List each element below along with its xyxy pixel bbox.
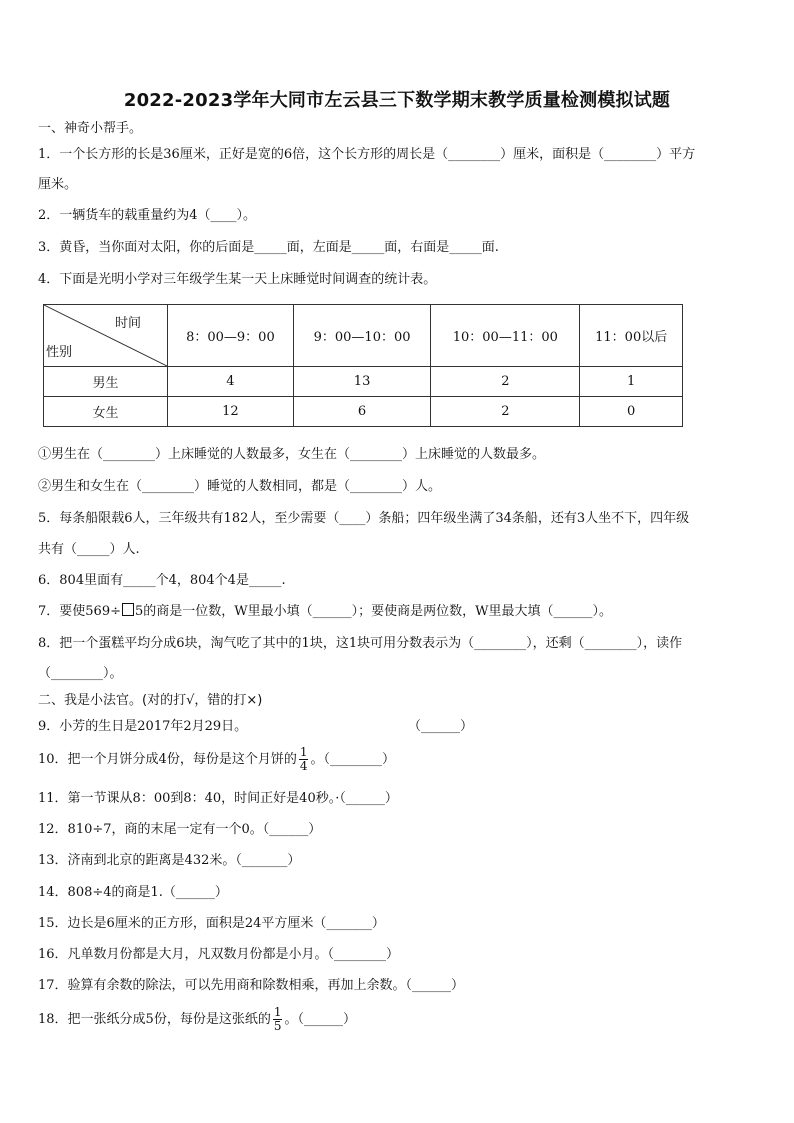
question-18-text: 18．把一张纸分成5份，每份是这张纸的 xyxy=(38,1012,271,1027)
question-6: 6．804里面有_____个4，804个4是_____. xyxy=(38,573,286,588)
question-15: 15．边长是6厘米的正方形，面积是24平方厘米（_______） xyxy=(38,916,385,931)
corner-label-time: 时间 xyxy=(114,316,141,331)
row-label: 女生 xyxy=(44,397,168,427)
question-5-line-2: 共有（_____）人. xyxy=(38,542,140,557)
table-cell: 13 xyxy=(293,367,430,397)
question-7-part-b: 5的商是一位数，W里最小填（______）；要使商是两位数，W里最大填（______）。 xyxy=(134,604,612,619)
question-18 xyxy=(38,1006,356,1034)
table-cell: 1 xyxy=(580,367,683,397)
fraction-denominator: 5 xyxy=(273,1019,282,1033)
question-4-sub-2: ②男生和女生在（________）睡觉的人数相同，都是（________）人。 xyxy=(38,479,442,494)
question-8-line-1: 8．把一个蛋糕平均分成6块，淘气吃了其中的1块，这1块可用分数表示为（________），还剩（________），读作 xyxy=(38,636,683,651)
question-1-line-2: 厘米。 xyxy=(38,177,78,192)
blank-square xyxy=(122,603,134,616)
fraction-numerator: 1 xyxy=(273,1005,282,1019)
page-title: 2022-2023学年大同市左云县三下数学期末教学质量检测模拟试题 xyxy=(123,90,671,111)
question-10-text: 10．把一个月饼分成4份，每份是这个月饼的 xyxy=(38,752,297,767)
table-header-cell: 11：00以后 xyxy=(580,305,683,367)
question-10-answer: 。（________） xyxy=(310,752,395,767)
question-13: 13．济南到北京的距离是432米。（_______） xyxy=(38,853,301,868)
fraction-one-quarter xyxy=(299,746,309,773)
question-17: 17．验算有余数的除法，可以先用商和除数相乘，再加上余数。（______） xyxy=(38,978,465,993)
question-8-line-2: （________）。 xyxy=(38,666,123,681)
table-row xyxy=(44,367,683,397)
fraction-numerator: 1 xyxy=(299,745,308,759)
bedtime-stats-table xyxy=(43,304,683,427)
table-cell: 2 xyxy=(431,367,580,397)
question-4-sub-1: ①男生在（________）上床睡觉的人数最多，女生在（________）上床睡觉的人数最多。 xyxy=(38,447,546,462)
question-7 xyxy=(38,603,612,621)
question-11: 11．第一节课从8：00到8：40，时间正好是40秒。·（______） xyxy=(38,791,398,806)
fraction-one-fifth xyxy=(273,1006,283,1033)
table-cell: 4 xyxy=(168,367,294,397)
table-row xyxy=(44,397,683,427)
corner-label-gender: 性别 xyxy=(46,345,73,360)
table-corner-cell xyxy=(44,305,168,367)
question-9: 9．小芳的生日是2017年2月29日。 xyxy=(38,719,248,734)
table-cell: 6 xyxy=(293,397,430,427)
table-header-cell: 10：00—11：00 xyxy=(431,305,580,367)
fraction-denominator: 4 xyxy=(299,759,308,773)
question-12: 12．810÷7，商的末尾一定有一个0。（______） xyxy=(38,822,322,837)
question-14: 14．808÷4的商是1.（______） xyxy=(38,885,228,900)
table-header-row xyxy=(44,305,683,367)
table-cell: 2 xyxy=(431,397,580,427)
question-4: 4．下面是光明小学对三年级学生某一天上床睡觉时间调查的统计表。 xyxy=(38,272,437,287)
table-cell: 0 xyxy=(580,397,683,427)
question-10 xyxy=(38,746,395,774)
question-18-answer: 。（______） xyxy=(284,1012,356,1027)
table-header-cell: 8：00—9：00 xyxy=(168,305,294,367)
question-1-line-1: 1．一个长方形的长是36厘米，正好是宽的6倍，这个长方形的周长是（________）厘米，面积是（________）平方 xyxy=(38,147,696,162)
section-1-heading: 一、神奇小帮手。 xyxy=(38,121,143,136)
table-cell: 12 xyxy=(168,397,294,427)
table-header-cell: 9：00—10：00 xyxy=(293,305,430,367)
section-2-heading: 二、我是小法官。(对的打√，错的打×) xyxy=(38,693,263,708)
row-label: 男生 xyxy=(44,367,168,397)
question-3: 3．黄昏，当你面对太阳，你的后面是_____面，左面是_____面，右面是_____面. xyxy=(38,240,499,255)
question-2: 2．一辆货车的载重量约为4（____）。 xyxy=(38,208,257,223)
question-5-line-1: 5．每条船限载6人，三年级共有182人，至少需要（____）条船；四年级坐满了34条船，还有3人坐不下，四年级 xyxy=(38,511,690,526)
question-7-part-a: 7．要使569÷ xyxy=(38,604,121,619)
question-16: 16．凡单数月份都是大月，凡双数月份都是小月。（________） xyxy=(38,947,400,962)
question-9-answer-blank: （______） xyxy=(408,719,474,734)
